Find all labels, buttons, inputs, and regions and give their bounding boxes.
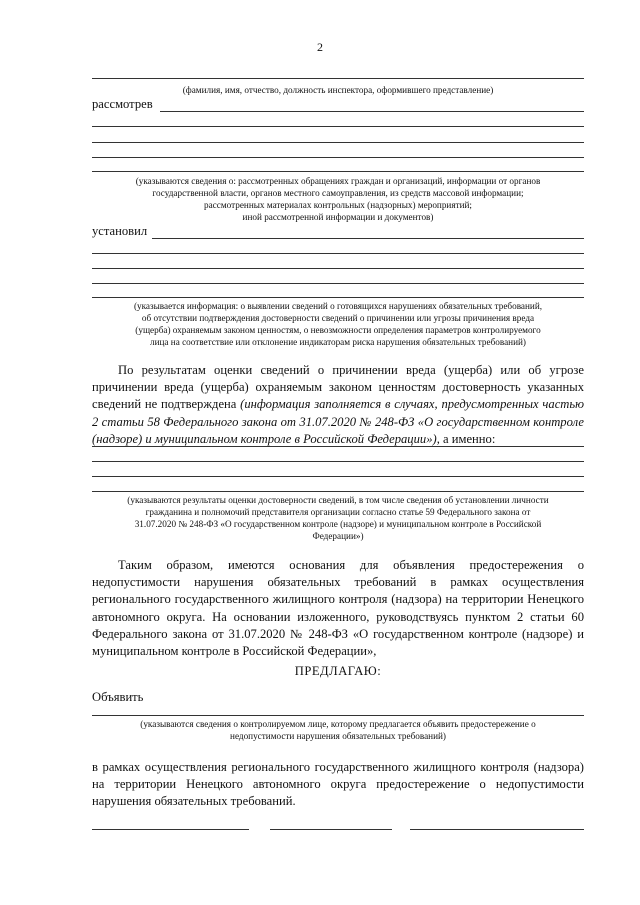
inspector-line [92, 78, 584, 79]
caption-line: недопустимости нарушения обязательных требований) [230, 731, 446, 741]
established-line [92, 283, 584, 284]
propose-heading: ПРЕДЛАГАЮ: [294, 664, 382, 678]
caption-line: 31.07.2020 № 248-ФЗ «О государственном контроле (надзоре) и муниципальном контроле в Российской [134, 519, 542, 529]
assessment-text: По результатам оценки сведений о причинении вреда (ущерба) или об угрозе причинении вреда (ущерба) охраняемым законом ценностям достоверность указанных сведений не подтверждена [92, 363, 584, 412]
signature-line-signature [270, 829, 392, 830]
final-paragraph: в рамках осуществления регионального государственного жилищного контроля (надзора) на территории Ненецкого автономного округа предостережение о недопустимости нарушения обязательных требований. [92, 760, 584, 809]
assessment-italic-note: (информация заполняется в случаях, предусмотренных частью 2 статьи 58 Федерального закона от 31.07.2020 № 248-ФЗ «О государственном контроле (надзоре) и муниципальном контроле в Российской Федерации») [92, 397, 585, 446]
reviewed-line [160, 111, 584, 112]
reviewed-caption [92, 175, 584, 223]
reviewed-label: рассмотрев [92, 97, 153, 111]
assessment-text-end: , а именно: [436, 431, 496, 446]
page-number: 2 [317, 40, 323, 54]
announce-label: Объявить [92, 690, 144, 704]
reviewed-line [92, 126, 584, 127]
inspector-caption: (фамилия, имя, отчество, должность инспектора, оформившего представление) [182, 85, 494, 95]
established-line [92, 297, 584, 298]
reviewed-line [92, 157, 584, 158]
assessment-line [92, 476, 584, 477]
reviewed-line [92, 142, 584, 143]
caption-line: гражданина и полномочий представителя организации согласно статье 59 Федерального закона от [145, 507, 531, 517]
assessment-paragraph [92, 362, 584, 448]
caption-line: (ущерба) охраняемым законом ценностям, о невозможности определения параметров контролируемого [135, 325, 541, 335]
caption-line: лица на соответствие или отклонение индикаторам риска нарушения обязательных требований) [150, 337, 526, 347]
assessment-line [92, 461, 584, 462]
established-line [92, 268, 584, 269]
established-line [92, 253, 584, 254]
signature-line-name [410, 829, 584, 830]
caption-line: Федерации») [312, 531, 364, 541]
caption-line: об отсутствии подтверждения достоверности сведений о причинении или угрозы причинения вреда [141, 313, 535, 323]
reviewed-line [92, 171, 584, 172]
caption-line: (указываются сведения о контролируемом лице, которому предлагается объявить предостережение о [140, 719, 536, 729]
caption-line: рассмотренных материалах контрольных (надзорных) мероприятий; [204, 200, 472, 210]
caption-line: (указываются сведения о: рассмотренных обращениях граждан и организаций, информации от органов [135, 176, 541, 186]
announce-line [92, 715, 584, 716]
grounds-paragraph: Таким образом, имеются основания для объявления предостережения о недопустимости нарушения обязательных требований в рамках осуществления регионального государственного жилищного контроля (надзора) на территории Ненецкого автономного округа. На основании изложенного, руководствуясь пунктом 2 статьи 60 Федерального закона от 31.07.2020 № 248-ФЗ «О государственном контроле (надзоре) и муниципальном контроле в Российской Федерации», [92, 558, 584, 659]
assessment-line [92, 491, 584, 492]
assessment-line [92, 446, 584, 447]
caption-line: государственной власти, органов местного самоуправления, из средств массовой информации; [152, 188, 524, 198]
caption-line: (указывается информация: о выявлении сведений о готовящихся нарушениях обязательных требований, [133, 301, 543, 311]
signature-line-position [92, 829, 249, 830]
caption-line: иной рассмотренной информации и документов) [242, 212, 434, 222]
established-caption [92, 300, 584, 348]
assessment-caption [92, 494, 584, 542]
established-line [152, 238, 584, 239]
announce-caption [92, 718, 584, 742]
established-label: установил [92, 224, 148, 238]
caption-line: (указываются результаты оценки достоверности сведений, в том числе сведения об установлении личности [127, 495, 549, 505]
